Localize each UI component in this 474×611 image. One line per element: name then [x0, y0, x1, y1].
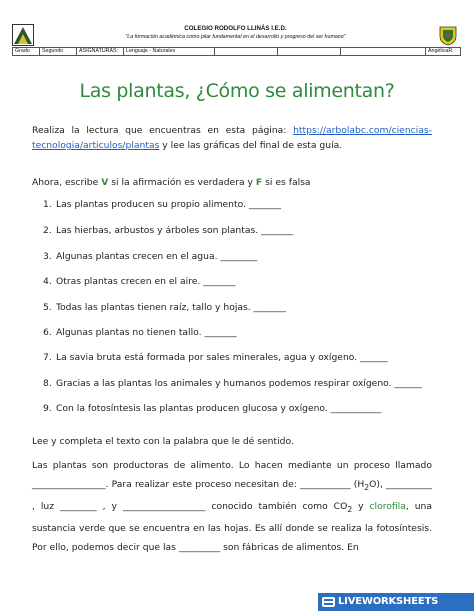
info-cell-empty-1 [215, 48, 278, 55]
statement-item[interactable] [43, 251, 257, 262]
statement-text: Gracias a las plantas los animales y humanos podemos respirar oxígeno. ______ [56, 378, 423, 389]
instruction-part2: si la afirmación es verdadera y [108, 177, 256, 188]
clorofila-word: clorofila [369, 501, 406, 513]
statement-item[interactable] [43, 199, 281, 210]
statement-item[interactable] [43, 352, 388, 363]
info-cell-empty-3 [341, 48, 426, 55]
school-header [12, 24, 461, 64]
intro-paragraph [32, 123, 432, 153]
statement-number: 1. [43, 199, 52, 210]
statement-text: Con la fotosíntesis las plantas producen glucosa y oxígeno. ___________ [56, 403, 382, 414]
statement-item[interactable] [43, 378, 422, 389]
statement-text: Otras plantas crecen en el aire. _______ [56, 276, 236, 287]
fill-in-instruction: Lee y completa el texto con la palabra que le dé sentido. [32, 436, 294, 447]
intro-text-after: y lee las gráficas del final de esta guía. [159, 140, 343, 151]
statement-text: Las hierbas, arbustos y árboles son plantas. _______ [56, 225, 294, 236]
statement-number: 4. [43, 276, 52, 287]
statement-number: 5. [43, 302, 52, 313]
statement-item[interactable] [43, 225, 293, 236]
paragraph-part4: , una sustancia verde que se encuentra en las hojas. Es allí donde se realiza la fotosíntesis. Por ello, podemos decir que las _________ son fábricas de alimentos. En [32, 501, 432, 554]
arbolabc-link[interactable]: https://arbolabc.com/ciencias-tecnologia/articulos/plantas [32, 125, 432, 151]
liveworksheets-logo-icon [322, 597, 335, 607]
statement-item[interactable] [43, 327, 237, 338]
statement-number: 2. [43, 225, 52, 236]
statement-number: 9. [43, 403, 52, 414]
statement-text: Algunas plantas no tienen tallo. _______ [56, 327, 237, 338]
true-false-instruction [32, 177, 311, 188]
paragraph-part3: y [352, 501, 370, 513]
info-cell-empty-2 [278, 48, 341, 55]
info-cell-teacher: AngélicaR. [428, 48, 454, 54]
statement-number: 6. [43, 327, 52, 338]
school-logo-left [12, 24, 34, 46]
statement-item[interactable] [43, 302, 286, 313]
statement-number: 7. [43, 352, 52, 363]
h2o-subscript: 2 [364, 483, 370, 493]
statement-number: 3. [43, 251, 52, 262]
statement-text: Todas las plantas tienen raíz, tallo y hojas. _______ [56, 302, 286, 313]
info-cell-grade-value: Segundo [40, 48, 77, 55]
false-letter: F [255, 177, 263, 188]
co2-subscript: 2 [347, 505, 353, 515]
page-title: Las plantas, ¿Cómo se alimentan? [79, 80, 395, 102]
info-cell-subjects-label: ASIGNATURAS: [77, 48, 124, 55]
fill-in-paragraph[interactable] [32, 456, 432, 558]
instruction-part3: si es falsa [262, 177, 311, 188]
statement-text: Algunas plantas crecen en el agua. ________ [56, 251, 258, 262]
statement-item[interactable] [43, 276, 235, 287]
info-cell-grade-label: Grado [13, 48, 40, 55]
intro-text-before: Realiza la lectura que encuentras en esta página: [32, 125, 294, 136]
statement-text: La savia bruta está formada por sales minerales, agua y oxígeno. ______ [56, 352, 388, 363]
info-row [12, 47, 461, 56]
true-letter: V [101, 177, 109, 188]
paragraph-part1: Las plantas son productoras de alimento. Lo hacen mediante un proceso llamado ________________. Para realizar este proceso necesitan de: ___________ (H [32, 460, 432, 491]
statement-text: Las plantas producen su propio alimento. _______ [56, 199, 282, 210]
paragraph-part2: O), __________ , luz ________ , y __________________ conocido también como CO [32, 479, 432, 513]
school-name: COLEGIO RODOLFO LLINÁS I.E.D. [184, 25, 287, 32]
city-seal-right [437, 24, 459, 46]
liveworksheets-brand: LIVEWORKSHEETS [338, 596, 439, 607]
statement-number: 8. [43, 378, 52, 389]
info-cell-subjects-value: Lenguaje - Naturales [124, 48, 215, 55]
instruction-part1: Ahora, escribe [32, 177, 102, 188]
statement-item[interactable] [43, 403, 381, 414]
school-motto: "La formación académica como pilar fundamental en el desarrollo y progreso del ser humano" [125, 34, 346, 40]
